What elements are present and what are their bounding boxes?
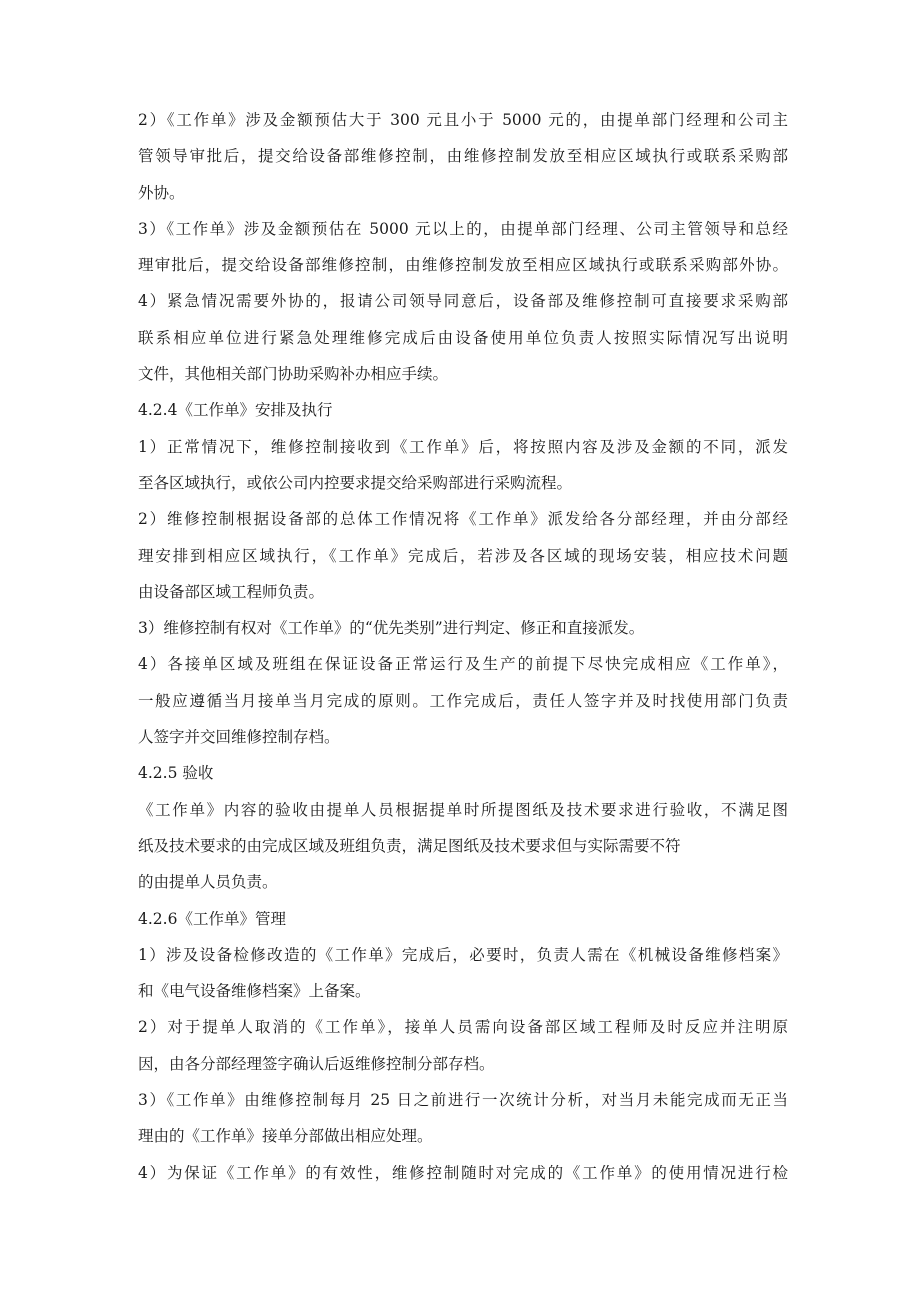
text-line: 和《电气设备维修档案》上备案。	[138, 982, 371, 1001]
section-heading: 4.2.5 验收	[138, 764, 214, 783]
text-line: 2）维修控制根据设备部的总体工作情况将《工作单》派发给各分部经理，并由分部经	[138, 510, 788, 529]
text-line: 人签字并交回维修控制存档。	[138, 728, 340, 747]
text-line: 外协。	[138, 183, 185, 202]
section-heading: 4.2.6《工作单》管理	[138, 909, 286, 928]
text-line: 由设备部区域工程师负责。	[138, 582, 325, 601]
text-line: 4）为保证《工作单》的有效性，维修控制随时对完成的《工作单》的使用情况进行检	[138, 1163, 788, 1182]
section-heading: 4.2.4《工作单》安排及执行	[138, 401, 333, 420]
text-line: 理由的《工作单》接单分部做出相应处理。	[138, 1127, 433, 1146]
text-line: 2）《工作单》涉及金额预估大于 300 元且小于 5000 元的，由提单部门经理和公司主	[138, 111, 788, 129]
text-line: 2）对于提单人取消的《工作单》，接单人员需向设备部区域工程师及时反应并注明原	[138, 1018, 788, 1037]
text-line: 1）正常情况下，维修控制接收到《工作单》后，将按照内容及涉及金额的不同，派发	[138, 437, 788, 456]
text-line: 4）各接单区域及班组在保证设备正常运行及生产的前提下尽快完成相应《工作单》，	[138, 655, 788, 674]
text-line: 《工作单》内容的验收由提单人员根据提单时所提图纸及技术要求进行验收，不满足图	[138, 800, 788, 819]
text-line: 至各区域执行，或依公司内控要求提交给采购部进行采购流程。	[138, 473, 573, 492]
text-line: 理审批后，提交给设备部维修控制，由维修控制发放至相应区域执行或联系采购部外协。	[138, 256, 788, 275]
text-line: 3）《工作单》涉及金额预估在 5000 元以上的，由提单部门经理、公司主管领导和总经	[138, 219, 788, 238]
text-line: 管领导审批后，提交给设备部维修控制，由维修控制发放至相应区域执行或联系采购部	[138, 147, 788, 166]
text-line: 1）涉及设备检修改造的《工作单》完成后，必要时，负责人需在《机械设备维修档案》	[138, 945, 788, 964]
text-line: 4）紧急情况需要外协的，报请公司领导同意后，设备部及维修控制可直接要求采购部	[138, 292, 788, 311]
text-line: 的由提单人员负责。	[138, 873, 278, 892]
text-line: 3）《工作单》由维修控制每月 25 日之前进行一次统计分析，对当月未能完成而无正当	[138, 1091, 788, 1110]
document-body	[138, 102, 788, 1191]
text-line: 纸及技术要求的由完成区域及班组负责，满足图纸及技术要求但与实际需要不符	[138, 836, 681, 855]
text-line: 因，由各分部经理签字确认后返维修控制分部存档。	[138, 1054, 495, 1073]
text-line: 一般应遵循当月接单当月完成的原则。工作完成后，责任人签字并及时找使用部门负责	[138, 691, 788, 710]
text-line: 理安排到相应区域执行，《工作单》完成后，若涉及各区域的现场安装，相应技术问题	[138, 546, 788, 565]
text-line: 3）维修控制有权对《工作单》的“优先类别”进行判定、修正和直接派发。	[138, 619, 645, 638]
text-line: 文件，其他相关部门协助采购补办相应手续。	[138, 365, 449, 384]
text-line: 联系相应单位进行紧急处理维修完成后由设备使用单位负责人按照实际情况写出说明	[138, 328, 788, 347]
